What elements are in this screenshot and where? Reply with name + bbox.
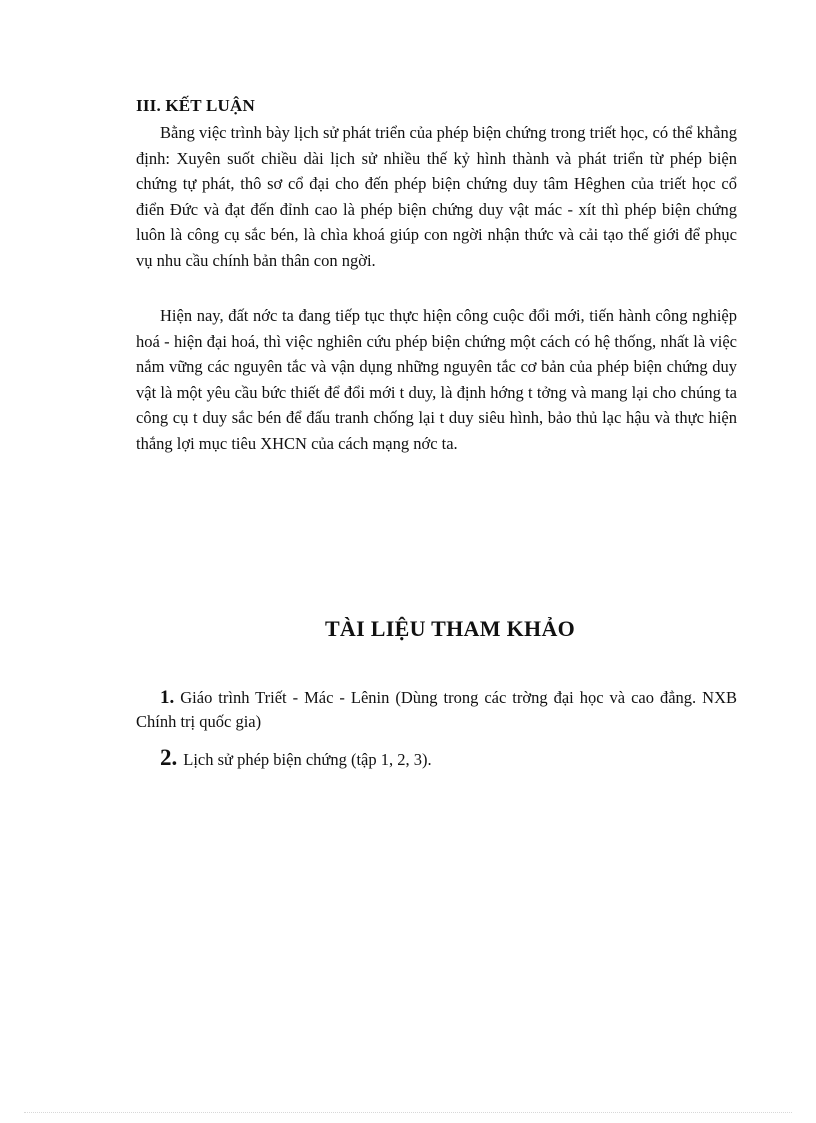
page-bottom-divider — [24, 1112, 792, 1113]
conclusion-paragraph-1: Bằng việc trình bày lịch sử phát triển của phép biện chứng trong triết học, có thể khẳng định: Xuyên suốt chiều dài lịch sử nhiều thế kỷ hình thành và phát triển từ phép biện chứng tự phát, thô sơ cổ đại cho đến phép biện chứng duy tâm Hêghen của triết học cổ điển Đức và đạt đến đỉnh cao là phép biện chứng duy vật mác - xít thì phép biện chứng luôn là công cụ sắc bén, là chìa khoá giúp con ngời nhận thức và cải tạo thế giới để phục vụ nhu cầu chính bản thân con ngời. — [136, 123, 737, 270]
reference-item — [136, 746, 737, 772]
references-title: TÀI LIỆU THAM KHẢO — [324, 616, 576, 641]
reference-item — [136, 686, 737, 734]
section-heading-conclusion: III. KẾT LUẬN — [136, 96, 255, 115]
reference-text: Lịch sử phép biện chứng (tập 1, 2, 3). — [183, 750, 432, 769]
reference-number: 1. — [160, 687, 175, 708]
reference-text: Giáo trình Triết - Mác - Lênin (Dùng trong các trờng đại học và cao đẳng. NXB Chính trị quốc gia) — [136, 688, 737, 731]
conclusion-paragraph-2: Hiện nay, đất nớc ta đang tiếp tục thực hiện công cuộc đổi mới, tiến hành công nghiệp hoá - hiện đại hoá, thì việc nghiên cứu phép biện chứng một cách có hệ thống, nhất là việc nắm vững các nguyên tắc và vận dụng những nguyên tắc cơ bản của phép biện chứng duy vật là một yêu cầu bức thiết để đổi mới t duy, là định hớng t tởng và mang lại cho chúng ta công cụ t duy sắc bén để đấu tranh chống lại t duy siêu hình, bảo thủ lạc hậu và thực hiện thắng lợi mục tiêu XHCN của cách mạng nớc ta. — [136, 306, 737, 453]
reference-number: 2. — [160, 745, 178, 770]
